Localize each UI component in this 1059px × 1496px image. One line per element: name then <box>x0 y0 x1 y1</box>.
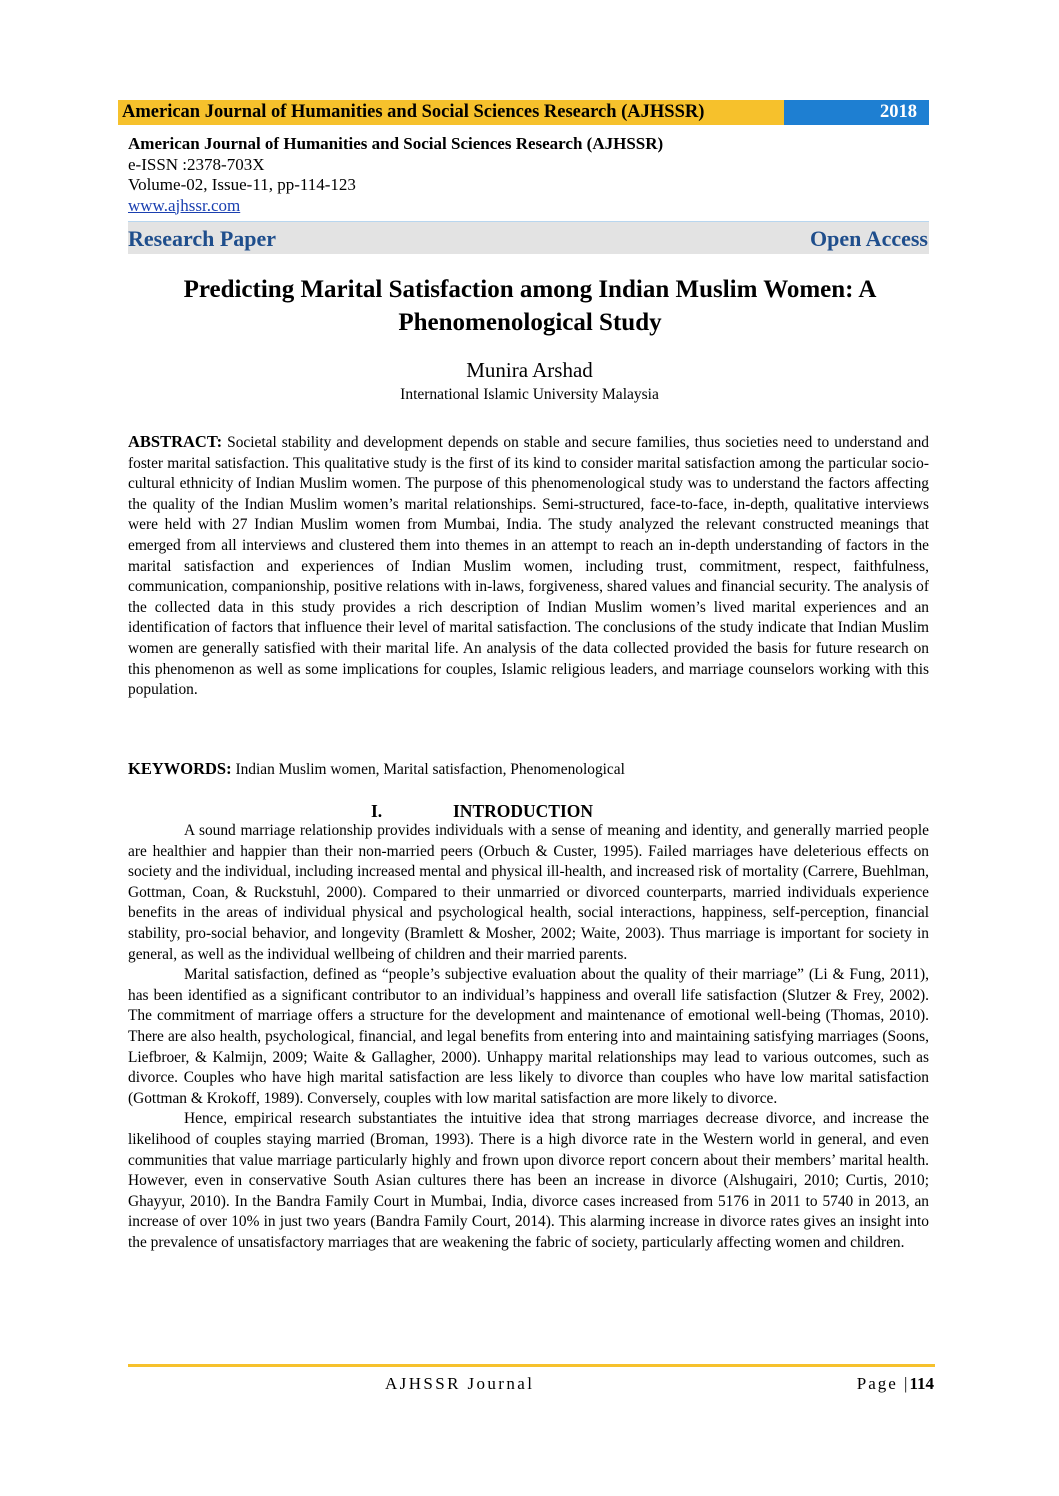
paragraph: Marital satisfaction, defined as “people’s subjective evaluation about the quality of their marriage” (Li & Fung, 2011), has been identified as a significant contributor to an individual’s happiness and overall life satisfaction (Slutzer & Frey, 2002). The commitment of marriage offers a structure for the development and maintenance of emotional well-being (Thomas, 2010). There are also health, psychological, financial, and legal benefits from entering into and maintaining satisfying marriages (Soons, Liefbroer, & Kalmijn, 2009; Waite & Gallagher, 2000). Unhappy marital relationships may lead to various outcomes, such as divorce. Couples who have high marital satisfaction are less likely to divorce than couples who have low marital satisfaction (Gottman & Krokoff, 1989). Conversely, couples with low marital satisfaction are more likely to divorce. <box>128 966 929 1107</box>
running-header <box>118 100 929 125</box>
issn: e-ISSN :2378-703X <box>128 154 265 174</box>
introduction-body <box>128 821 929 1253</box>
abstract <box>128 432 929 701</box>
footer-rule <box>128 1364 935 1367</box>
running-header-journal: American Journal of Humanities and Social Sciences Research (AJHSSR) <box>118 100 784 125</box>
footer-journal: AJHSSR Journal <box>385 1374 535 1393</box>
section-number: I. <box>371 801 383 821</box>
paper-title <box>120 273 940 339</box>
author-name: Munira Arshad <box>466 358 593 382</box>
author-affiliation: International Islamic University Malaysia <box>400 386 659 403</box>
keywords-text: Indian Muslim women, Marital satisfaction, Phenomenological <box>235 761 625 778</box>
paper-title-line-2: Phenomenological Study <box>398 309 662 336</box>
section-title: INTRODUCTION <box>453 801 594 821</box>
article-type: Research Paper <box>128 226 277 251</box>
abstract-text: Societal stability and development depends on stable and secure families, thus societies need to understand and foster marital satisfaction. This qualitative study is the first of its kind to consider marital satisfaction among the particular socio-cultural ethnicity of Indian Muslim women. The purpose of this phenomenological study was to understand the factors affecting the quality of the Indian Muslim women’s marital relationships. Semi-structured, face-to-face, in-depth, qualitative interviews were held with 27 Indian Muslim women from Mumbai, India. The study analyzed the relevant constructed meanings that emerged from all interviews and clustered them into themes in an attempt to reach an in-depth understanding of factors in the marital satisfaction and experiences of Indian Muslim women, including trust, commitment, respect, faithfulness, communication, companionship, positive relations with in-laws, forgiveness, shared values and financial security. The analysis of the collected data in this study provides a rich description of Indian Muslim women’s lived marital experiences and an identification of factors that influence their level of marital satisfaction. The conclusions of the study indicate that Indian Muslim women are generally satisfied with their marital life. An analysis of the data collected provided the basis for future research on this phenomenon as well as some implications for couples, Islamic religious leaders, and marriage counselors working with this population. <box>128 434 929 699</box>
page-label: Page | <box>856 1374 910 1393</box>
paragraph: A sound marriage relationship provides individuals with a sense of meaning and identity, and generally married people are healthier and happier than their non-married peers (Orbuch & Custer, 1995). Failed marriages have deleterious effects on society and the individual, including increased mental and physical ill-health, and increased risk of mortality (Carrere, Buehlman, Gottman, Coan, & Ruckstuhl, 2000). Compared to their unmarried or divorced counterparts, married individuals experience benefits in the areas of individual physical and psychological health, social interactions, happiness, self-perception, financial stability, pro-social behavior, and longevity (Bramlett & Mosher, 2002; Waite, 2003). Thus marriage is important for society in general, as well as the individual wellbeing of children and their married parents. <box>128 822 929 963</box>
article-type-banner <box>128 222 929 254</box>
page-number: 114 <box>909 1374 934 1393</box>
keywords-label: KEYWORDS: <box>128 759 232 778</box>
volume-info: Volume-02, Issue-11, pp-114-123 <box>128 175 356 194</box>
journal-name: American Journal of Humanities and Social Sciences Research (AJHSSR) <box>128 134 664 153</box>
running-header-year: 2018 <box>784 100 929 125</box>
paragraph: Hence, empirical research substantiates the intuitive idea that strong marriages decrease divorce, and increase the likelihood of couples staying married (Broman, 1993). There is a high divorce rate in the Western world in general, and even communities that value marriage particularly highly and frown upon divorce report concern about their members’ marital health. However, even in conservative South Asian cultures there has been an increase in divorce (Alshugairi, 2010; Curtis, 2010; Ghayyur, 2010). In the Bandra Family Court in Mumbai, India, divorce cases increased from 5176 in 2011 to 5740 in 2013, an increase of over 10% in just two years (Bandra Family Court, 2014). This alarming increase in divorce rates gives an insight into the prevalence of unsatisfactory marriages that are weakening the fabric of society, particularly affecting women and children. <box>128 1110 929 1251</box>
journal-meta <box>128 134 928 216</box>
abstract-label: ABSTRACT: <box>128 432 223 451</box>
open-access-label: Open Access <box>810 226 928 251</box>
journal-url-link[interactable]: www.ajhssr.com <box>128 195 241 215</box>
keywords <box>128 759 929 780</box>
footer-page <box>857 1374 934 1394</box>
paper-title-line-1: Predicting Marital Satisfaction among Indian Muslim Women: A <box>183 276 877 303</box>
